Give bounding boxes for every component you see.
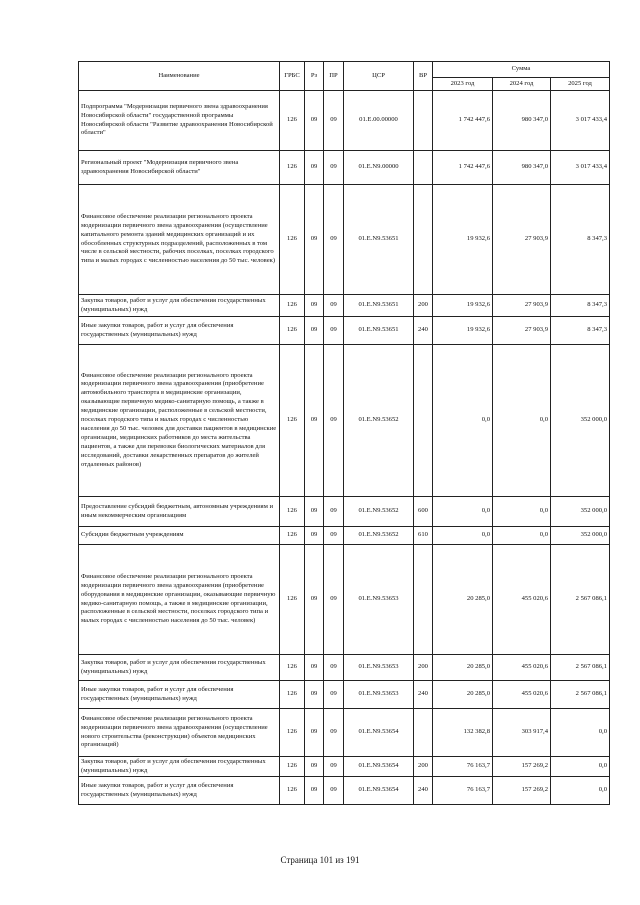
- cell-y2025: 2 567 086,1: [551, 545, 610, 655]
- table-row: [79, 757, 610, 777]
- cell-vr: 610: [414, 527, 433, 545]
- col-header-year-2024: 2024 год: [493, 78, 551, 91]
- table-row: [79, 709, 610, 757]
- cell-name: Закупка товаров, работ и услуг для обеспечения государственных (муниципальных) нужд: [79, 655, 280, 681]
- cell-csr: 01.Е.N9.00000: [344, 151, 414, 185]
- col-header-sum: Сумма: [433, 62, 610, 78]
- cell-grbs: 126: [280, 757, 305, 777]
- cell-rz: 09: [305, 545, 324, 655]
- cell-grbs: 126: [280, 709, 305, 757]
- cell-y2024: 455 020,6: [493, 545, 551, 655]
- table-row: [79, 655, 610, 681]
- cell-grbs: 126: [280, 545, 305, 655]
- col-header-rz: Рз: [305, 62, 324, 91]
- cell-y2023: 20 285,0: [433, 545, 493, 655]
- budget-table: [78, 61, 610, 805]
- page-footer: Страница 101 из 191: [280, 855, 360, 865]
- cell-vr: [414, 151, 433, 185]
- cell-y2025: 2 567 086,1: [551, 681, 610, 709]
- cell-y2023: 0,0: [433, 345, 493, 497]
- cell-name: Финансовое обеспечение реализации регионального проекта модернизации первичного звена здравоохранения (приобретение оборудования в медицинские организации, оказывающие первичную медико-санитарную помощь, а также в медицинские организации, расположенные в сельской местности, поселках городского типа и малых городах с численностью населения до 50 тыс. человек): [79, 545, 280, 655]
- cell-y2023: 19 932,6: [433, 185, 493, 295]
- cell-rz: 09: [305, 345, 324, 497]
- cell-y2024: 157 269,2: [493, 757, 551, 777]
- cell-y2025: 2 567 086,1: [551, 655, 610, 681]
- cell-grbs: 126: [280, 151, 305, 185]
- cell-pr: 09: [324, 709, 344, 757]
- cell-y2024: 0,0: [493, 345, 551, 497]
- cell-name: Подпрограмма "Модернизация первичного звена здравоохранения Новосибирской области" государственной программы Новосибирской области "Развитие здравоохранения Новосибирской области": [79, 91, 280, 151]
- table-row: [79, 545, 610, 655]
- cell-rz: 09: [305, 185, 324, 295]
- cell-y2023: 1 742 447,6: [433, 91, 493, 151]
- cell-vr: 200: [414, 295, 433, 317]
- cell-name: Предоставление субсидий бюджетным, автономным учреждениям и иным некоммерческим организациям: [79, 497, 280, 527]
- cell-y2023: 76 163,7: [433, 777, 493, 805]
- cell-y2025: 0,0: [551, 777, 610, 805]
- cell-name: Иные закупки товаров, работ и услуг для обеспечения государственных (муниципальных) нужд: [79, 777, 280, 805]
- cell-pr: 09: [324, 151, 344, 185]
- cell-pr: 09: [324, 545, 344, 655]
- cell-rz: 09: [305, 655, 324, 681]
- col-header-csr: ЦСР: [344, 62, 414, 91]
- cell-pr: 09: [324, 777, 344, 805]
- cell-y2025: 352 000,0: [551, 345, 610, 497]
- cell-y2023: 19 932,6: [433, 317, 493, 345]
- cell-csr: 01.Е.N9.53654: [344, 777, 414, 805]
- cell-y2024: 27 903,9: [493, 317, 551, 345]
- cell-y2024: 0,0: [493, 497, 551, 527]
- cell-rz: 09: [305, 151, 324, 185]
- cell-csr: 01.Е.N9.53652: [344, 497, 414, 527]
- cell-pr: 09: [324, 185, 344, 295]
- table-row: [79, 91, 610, 151]
- cell-csr: 01.Е.N9.53654: [344, 757, 414, 777]
- col-header-year-2023: 2023 год: [433, 78, 493, 91]
- cell-grbs: 126: [280, 295, 305, 317]
- cell-grbs: 126: [280, 655, 305, 681]
- table-row: [79, 497, 610, 527]
- cell-pr: 09: [324, 91, 344, 151]
- cell-vr: [414, 185, 433, 295]
- cell-y2024: 157 269,2: [493, 777, 551, 805]
- cell-vr: 240: [414, 681, 433, 709]
- cell-name: Финансовое обеспечение реализации регионального проекта модернизации первичного звена здравоохранения (осуществление капитального ремонта зданий медицинских организаций и их обособленных структурных подразделений, расположенных в том числе в сельской местности, рабочих поселках, поселках городского типа и малых городах с численностью населения до 50 тыс. человек): [79, 185, 280, 295]
- cell-y2023: 76 163,7: [433, 757, 493, 777]
- cell-y2023: 132 382,8: [433, 709, 493, 757]
- col-header-pr: ПР: [324, 62, 344, 91]
- cell-grbs: 126: [280, 681, 305, 709]
- cell-csr: 01.Е.N9.53653: [344, 681, 414, 709]
- cell-y2024: 27 903,9: [493, 295, 551, 317]
- cell-vr: 240: [414, 777, 433, 805]
- cell-vr: [414, 709, 433, 757]
- cell-pr: 09: [324, 317, 344, 345]
- cell-y2024: 980 347,0: [493, 91, 551, 151]
- cell-y2024: 455 020,6: [493, 655, 551, 681]
- cell-y2024: 0,0: [493, 527, 551, 545]
- cell-name: Иные закупки товаров, работ и услуг для обеспечения государственных (муниципальных) нужд: [79, 681, 280, 709]
- cell-grbs: 126: [280, 345, 305, 497]
- cell-csr: 01.Е.N9.53652: [344, 345, 414, 497]
- cell-y2024: 980 347,0: [493, 151, 551, 185]
- cell-y2025: 8 347,3: [551, 185, 610, 295]
- cell-y2023: 0,0: [433, 527, 493, 545]
- cell-rz: 09: [305, 91, 324, 151]
- cell-y2024: 455 020,6: [493, 681, 551, 709]
- cell-vr: 200: [414, 655, 433, 681]
- cell-rz: 09: [305, 709, 324, 757]
- cell-rz: 09: [305, 681, 324, 709]
- cell-csr: 01.Е.N9.53654: [344, 709, 414, 757]
- cell-rz: 09: [305, 777, 324, 805]
- cell-y2025: 8 347,3: [551, 317, 610, 345]
- cell-grbs: 126: [280, 777, 305, 805]
- cell-vr: [414, 545, 433, 655]
- cell-name: Региональный проект "Модернизация первичного звена здравоохранения Новосибирской области": [79, 151, 280, 185]
- cell-grbs: 126: [280, 527, 305, 545]
- cell-vr: 600: [414, 497, 433, 527]
- cell-name: Закупка товаров, работ и услуг для обеспечения государственных (муниципальных) нужд: [79, 757, 280, 777]
- cell-csr: 01.Е.N9.53653: [344, 655, 414, 681]
- cell-rz: 09: [305, 497, 324, 527]
- cell-vr: [414, 91, 433, 151]
- col-header-grbs: ГРБС: [280, 62, 305, 91]
- cell-y2025: 3 017 433,4: [551, 151, 610, 185]
- cell-name: Закупка товаров, работ и услуг для обеспечения государственных (муниципальных) нужд: [79, 295, 280, 317]
- cell-pr: 09: [324, 757, 344, 777]
- cell-y2025: 8 347,3: [551, 295, 610, 317]
- cell-rz: 09: [305, 757, 324, 777]
- cell-grbs: 126: [280, 317, 305, 345]
- col-header-year-2025: 2025 год: [551, 78, 610, 91]
- table-row: [79, 295, 610, 317]
- col-header-name: Наименование: [79, 62, 280, 91]
- cell-y2025: 352 000,0: [551, 497, 610, 527]
- cell-y2023: 1 742 447,6: [433, 151, 493, 185]
- table-row: [79, 527, 610, 545]
- cell-grbs: 126: [280, 185, 305, 295]
- cell-pr: 09: [324, 497, 344, 527]
- cell-rz: 09: [305, 317, 324, 345]
- cell-csr: 01.Е.N9.53651: [344, 317, 414, 345]
- cell-vr: 200: [414, 757, 433, 777]
- cell-rz: 09: [305, 295, 324, 317]
- table-row: [79, 345, 610, 497]
- table-row: [79, 185, 610, 295]
- cell-csr: 01.Е.N9.53651: [344, 185, 414, 295]
- cell-csr: 01.Е.N9.53651: [344, 295, 414, 317]
- cell-csr: 01.Е.N9.53652: [344, 527, 414, 545]
- cell-csr: 01.Е.N9.53653: [344, 545, 414, 655]
- cell-y2023: 20 285,0: [433, 681, 493, 709]
- cell-rz: 09: [305, 527, 324, 545]
- cell-y2025: 0,0: [551, 709, 610, 757]
- cell-csr: 01.Е.00.00000: [344, 91, 414, 151]
- cell-pr: 09: [324, 681, 344, 709]
- cell-pr: 09: [324, 527, 344, 545]
- cell-grbs: 126: [280, 91, 305, 151]
- table-row: [79, 681, 610, 709]
- table-row: [79, 777, 610, 805]
- cell-y2023: 20 285,0: [433, 655, 493, 681]
- cell-y2023: 0,0: [433, 497, 493, 527]
- cell-y2024: 303 917,4: [493, 709, 551, 757]
- table-row: [79, 151, 610, 185]
- cell-pr: 09: [324, 345, 344, 497]
- cell-y2023: 19 932,6: [433, 295, 493, 317]
- cell-grbs: 126: [280, 497, 305, 527]
- cell-y2024: 27 903,9: [493, 185, 551, 295]
- table-row: [79, 317, 610, 345]
- cell-name: Субсидии бюджетным учреждениям: [79, 527, 280, 545]
- cell-name: Финансовое обеспечение реализации регионального проекта модернизации первичного звена здравоохранения (осуществление нового строительства (реконструкции) объектов медицинских организаций): [79, 709, 280, 757]
- cell-y2025: 0,0: [551, 757, 610, 777]
- cell-vr: 240: [414, 317, 433, 345]
- cell-name: Иные закупки товаров, работ и услуг для обеспечения государственных (муниципальных) нужд: [79, 317, 280, 345]
- cell-vr: [414, 345, 433, 497]
- cell-y2025: 3 017 433,4: [551, 91, 610, 151]
- cell-y2025: 352 000,0: [551, 527, 610, 545]
- table-body: [79, 91, 610, 805]
- col-header-vr: ВР: [414, 62, 433, 91]
- cell-pr: 09: [324, 295, 344, 317]
- cell-pr: 09: [324, 655, 344, 681]
- cell-name: Финансовое обеспечение реализации регионального проекта модернизации первичного звена здравоохранения (приобретение автомобильного транспорта в медицинские организации, оказывающие первичную медико-санитарную помощь, а также в медицинские организации, расположенные в сельской местности, поселках городского типа и малых городах с численностью населения до 50 тыс. человек для доставки пациентов в медицинские организации, медицинских работников до места жительства пациентов, а также для перевозки биологических материалов для исследований, доставки лекарственных препаратов до жителей отдаленных районов): [79, 345, 280, 497]
